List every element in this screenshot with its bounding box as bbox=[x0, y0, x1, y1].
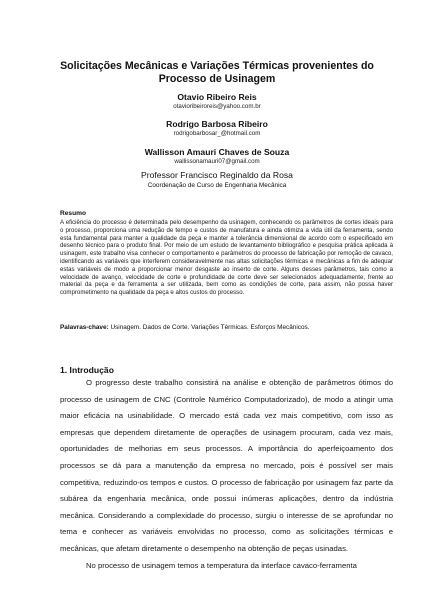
author-email: rodrigobarbosar_@hotmail.com bbox=[173, 130, 261, 137]
abstract-text: A eficiência do processo é determinada pelo desempenho da usinagem, conhecendo os parâmetros de cortes ideais para o processo, proporciona uma redução de tempo e custos de manufatura e ainda otimiza a vida útil da ferramenta, sendo esta fundamental para manter a qualidade da peça e manter a tolerância dimensional de acordo com o especificado em desenho técnico para o produto final. Por meio de um estudo de levantamento bibliográfico e pesquisa prática aplicada à usinagem, este trabalho visa conhecer o comportamento e parâmetros do processo de fabricação por remoção de cavaco, identificando as variáveis que interferem consideravelmente nas altas solicitações térmicas e mecânicas a fim de adequar estas variáveis de modo a proporcionar menor desgaste ao inserto de corte. Alguns desses parâmetros, tais como a velocidade de avanço, velocidade de corte e profundidade de corte deve ser selecionados adequadamente, frente ao material da peça e da ferramenta a ser utilizada, bem como as condições de corte, para assim, não possa haver comprometimento na qualidade da peça e altos custos do processo. bbox=[60, 219, 393, 297]
advisor-block bbox=[40, 170, 394, 190]
author-email: otavioribeiroreis@yahoo.com.br bbox=[173, 103, 261, 110]
author-2 bbox=[40, 119, 394, 138]
author-email: wallissonamauri07@gmail.com bbox=[174, 158, 260, 165]
section-heading: 1. Introdução bbox=[60, 365, 114, 375]
author-name: Wallisson Amauri Chaves de Souza bbox=[144, 147, 290, 157]
author-name: Rodrigo Barbosa Ribeiro bbox=[166, 119, 268, 129]
author-3 bbox=[40, 147, 394, 166]
author-1 bbox=[40, 92, 394, 111]
affiliation: Coordenação de Curso de Engenharia Mecânica bbox=[147, 182, 287, 189]
paper-title: Solicitações Mecânicas e Variações Térmicas provenientes do Processo de Usinagem bbox=[60, 60, 374, 85]
author-name: Otavio Ribeiro Reis bbox=[177, 92, 257, 102]
keywords-label: Palavras-chave: bbox=[60, 324, 109, 331]
keywords-list: Usinagem. Dados de Corte. Variações Térmicas. Esforços Mecânicos. bbox=[110, 324, 310, 331]
intro-paragraph: No processo de usinagem temos a temperatura da interface cavaco-ferramenta bbox=[86, 560, 357, 570]
abstract-label: Resumo bbox=[60, 210, 87, 217]
intro-paragraph: O progresso deste trabalho consistirá na análise e obtenção de parâmetros ótimos do processo de usinagem de CNC (Controle Numérico Computadorizado), de modo a atingir uma maior eficácia na usinabilidade. O mercado está cada vez mais competitivo, com isso as empresas que dependem diretamente de operações de usinagem procuram, cada vez mais, oportunidades de melhorias em seus processos. A importância do aperfeiçoamento dos processos se dá para a manutenção da empresa no mercado, pois é possível ser mais competitiva, reduzindo-os tempos e custos. O processo de fabricação por usinagem faz parte da subárea da engenharia mecânica, onde possui inúmeras aplicações, dentro da indústria mecânica. Considerando a complexidade do processo, surgiu o interesse de se aprofundar no tema e conhecer as variáveis envolvidas no processo, como as solicitações térmicas e mecânicas, que afetam diretamente o desempenho na obtenção de peças usinadas. bbox=[60, 378, 393, 553]
advisor-name: Professor Francisco Reginaldo da Rosa bbox=[141, 170, 293, 180]
intro-body bbox=[60, 375, 393, 574]
keywords-line bbox=[60, 324, 393, 332]
